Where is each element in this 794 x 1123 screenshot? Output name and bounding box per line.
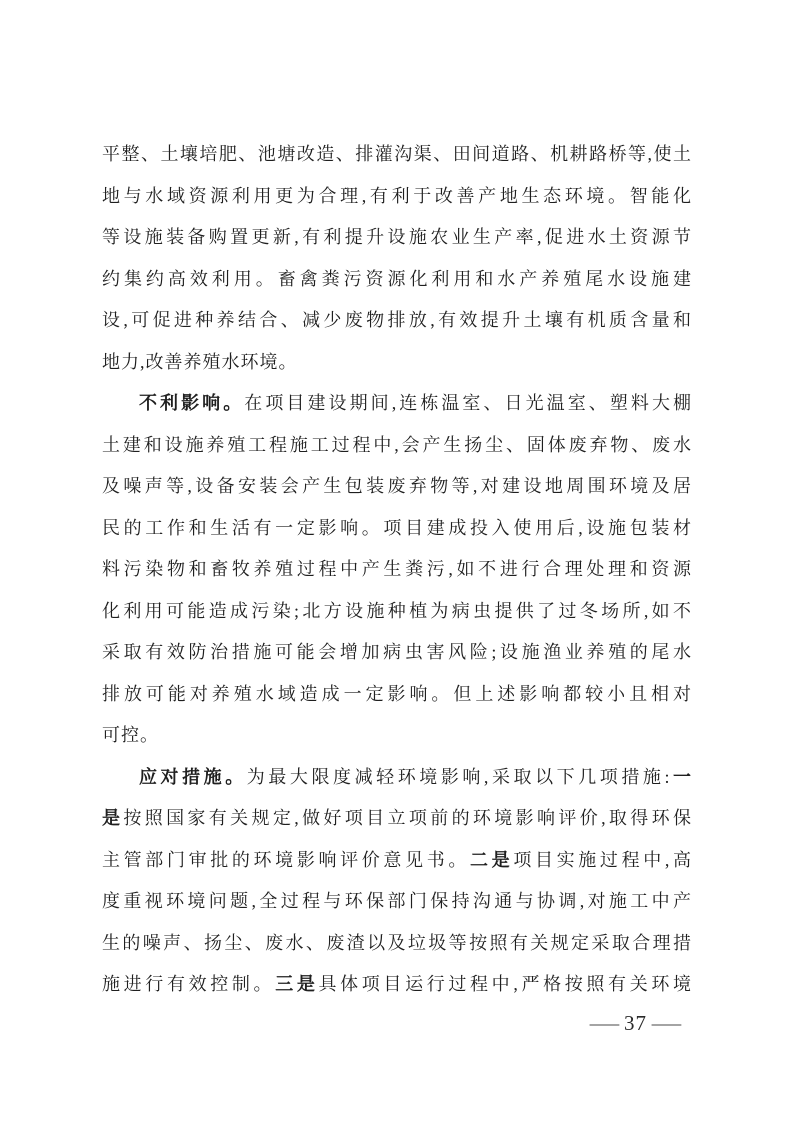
- text-line: [102, 798, 692, 840]
- text-run: 采取有效防治措施可能会增加病虫害风险;设施渔业养殖的尾水: [102, 642, 692, 662]
- text-run: 排放可能对养殖水域造成一定影响。但上述影响都较小且相对: [102, 683, 692, 704]
- text-run: 地力,改善养殖水环境。: [102, 351, 298, 372]
- bold-run-ordinal: 一: [670, 766, 692, 787]
- text-line: [102, 508, 692, 550]
- text-run: 主管部门审批的环境影响评价意见书。: [102, 849, 471, 870]
- text-run: 按照国家有关规定,做好项目立项前的环境影响评价,取得环保: [123, 808, 692, 828]
- text-run: 项目实施过程中,高: [513, 849, 692, 870]
- text-line: [102, 259, 692, 301]
- bold-run-ordinal: 是: [102, 808, 124, 828]
- text-line-heading-countermeasures: [102, 757, 692, 799]
- text-line-paragraph-end: [102, 342, 692, 384]
- page-number: 37: [624, 1010, 647, 1035]
- text-line: [102, 217, 692, 259]
- text-line: [102, 176, 692, 218]
- text-line-paragraph-end: [102, 715, 692, 757]
- text-line: [102, 674, 692, 716]
- text-run: 平整、土壤培肥、池塘改造、排灌沟渠、田间道路、机耕路桥等,使土: [102, 144, 692, 164]
- text-line: [102, 466, 692, 508]
- text-run: 具体项目运行过程中,严格按照有关环境: [318, 974, 692, 994]
- text-run: 土建和设施养殖工程施工过程中,会产生扬尘、固体废弃物、废水: [102, 434, 692, 455]
- text-run: 化利用可能造成污染;北方设施种植为病虫提供了过冬场所,如不: [102, 600, 692, 621]
- text-run: 设,可促进种养结合、减少废物排放,有效提升土壤有机质含量和: [102, 310, 692, 330]
- text-run: 生的噪声、扬尘、废水、废渣以及垃圾等按照有关规定采取合理措: [102, 932, 692, 953]
- text-run: 在项目建设期间,连栋温室、日光温室、塑料大棚: [244, 393, 692, 413]
- footer-left-dash: —: [589, 1010, 620, 1035]
- text-line: [102, 840, 692, 882]
- text-run: 度重视环境问题,全过程与环保部门保持沟通与协调,对施工中产: [102, 891, 692, 911]
- text-line: [102, 591, 692, 633]
- text-run: 料污染物和畜牧养殖过程中产生粪污,如不进行合理处理和资源: [102, 559, 692, 579]
- text-line: [102, 425, 692, 467]
- text-run: 约集约高效利用。畜禽粪污资源化利用和水产养殖尾水设施建: [102, 268, 692, 289]
- text-run: 为最大限度减轻环境影响,采取以下几项措施:: [246, 766, 671, 787]
- text-run: 施进行有效控制。: [102, 974, 276, 994]
- text-line: [102, 632, 692, 674]
- bold-run-heading: 不利影响。: [139, 393, 245, 413]
- text-run: 可控。: [102, 725, 159, 745]
- footer-right-dash: —: [651, 1010, 682, 1035]
- text-block: [102, 134, 692, 1006]
- bold-run-heading: 应对措施。: [139, 766, 247, 787]
- page-footer: [589, 1008, 682, 1038]
- text-line: [102, 549, 692, 591]
- text-run: 及噪声等,设备安装会产生包装废弃物等,对建设地周围环境及居: [102, 476, 692, 496]
- text-line: [102, 964, 692, 1006]
- text-line: [102, 923, 692, 965]
- text-run: 等设施装备购置更新,有利提升设施农业生产率,促进水土资源节: [102, 227, 692, 247]
- text-line: [102, 881, 692, 923]
- bold-run-ordinal: 三是: [275, 974, 319, 994]
- text-line: [102, 134, 692, 176]
- bold-run-ordinal: 二是: [470, 849, 514, 870]
- text-run: 民的工作和生活有一定影响。项目建成投入使用后,设施包装材: [102, 517, 692, 538]
- text-line: [102, 300, 692, 342]
- text-run: 地与水域资源利用更为合理,有利于改善产地生态环境。智能化: [102, 185, 692, 206]
- text-line-heading-adverse-impact: [102, 383, 692, 425]
